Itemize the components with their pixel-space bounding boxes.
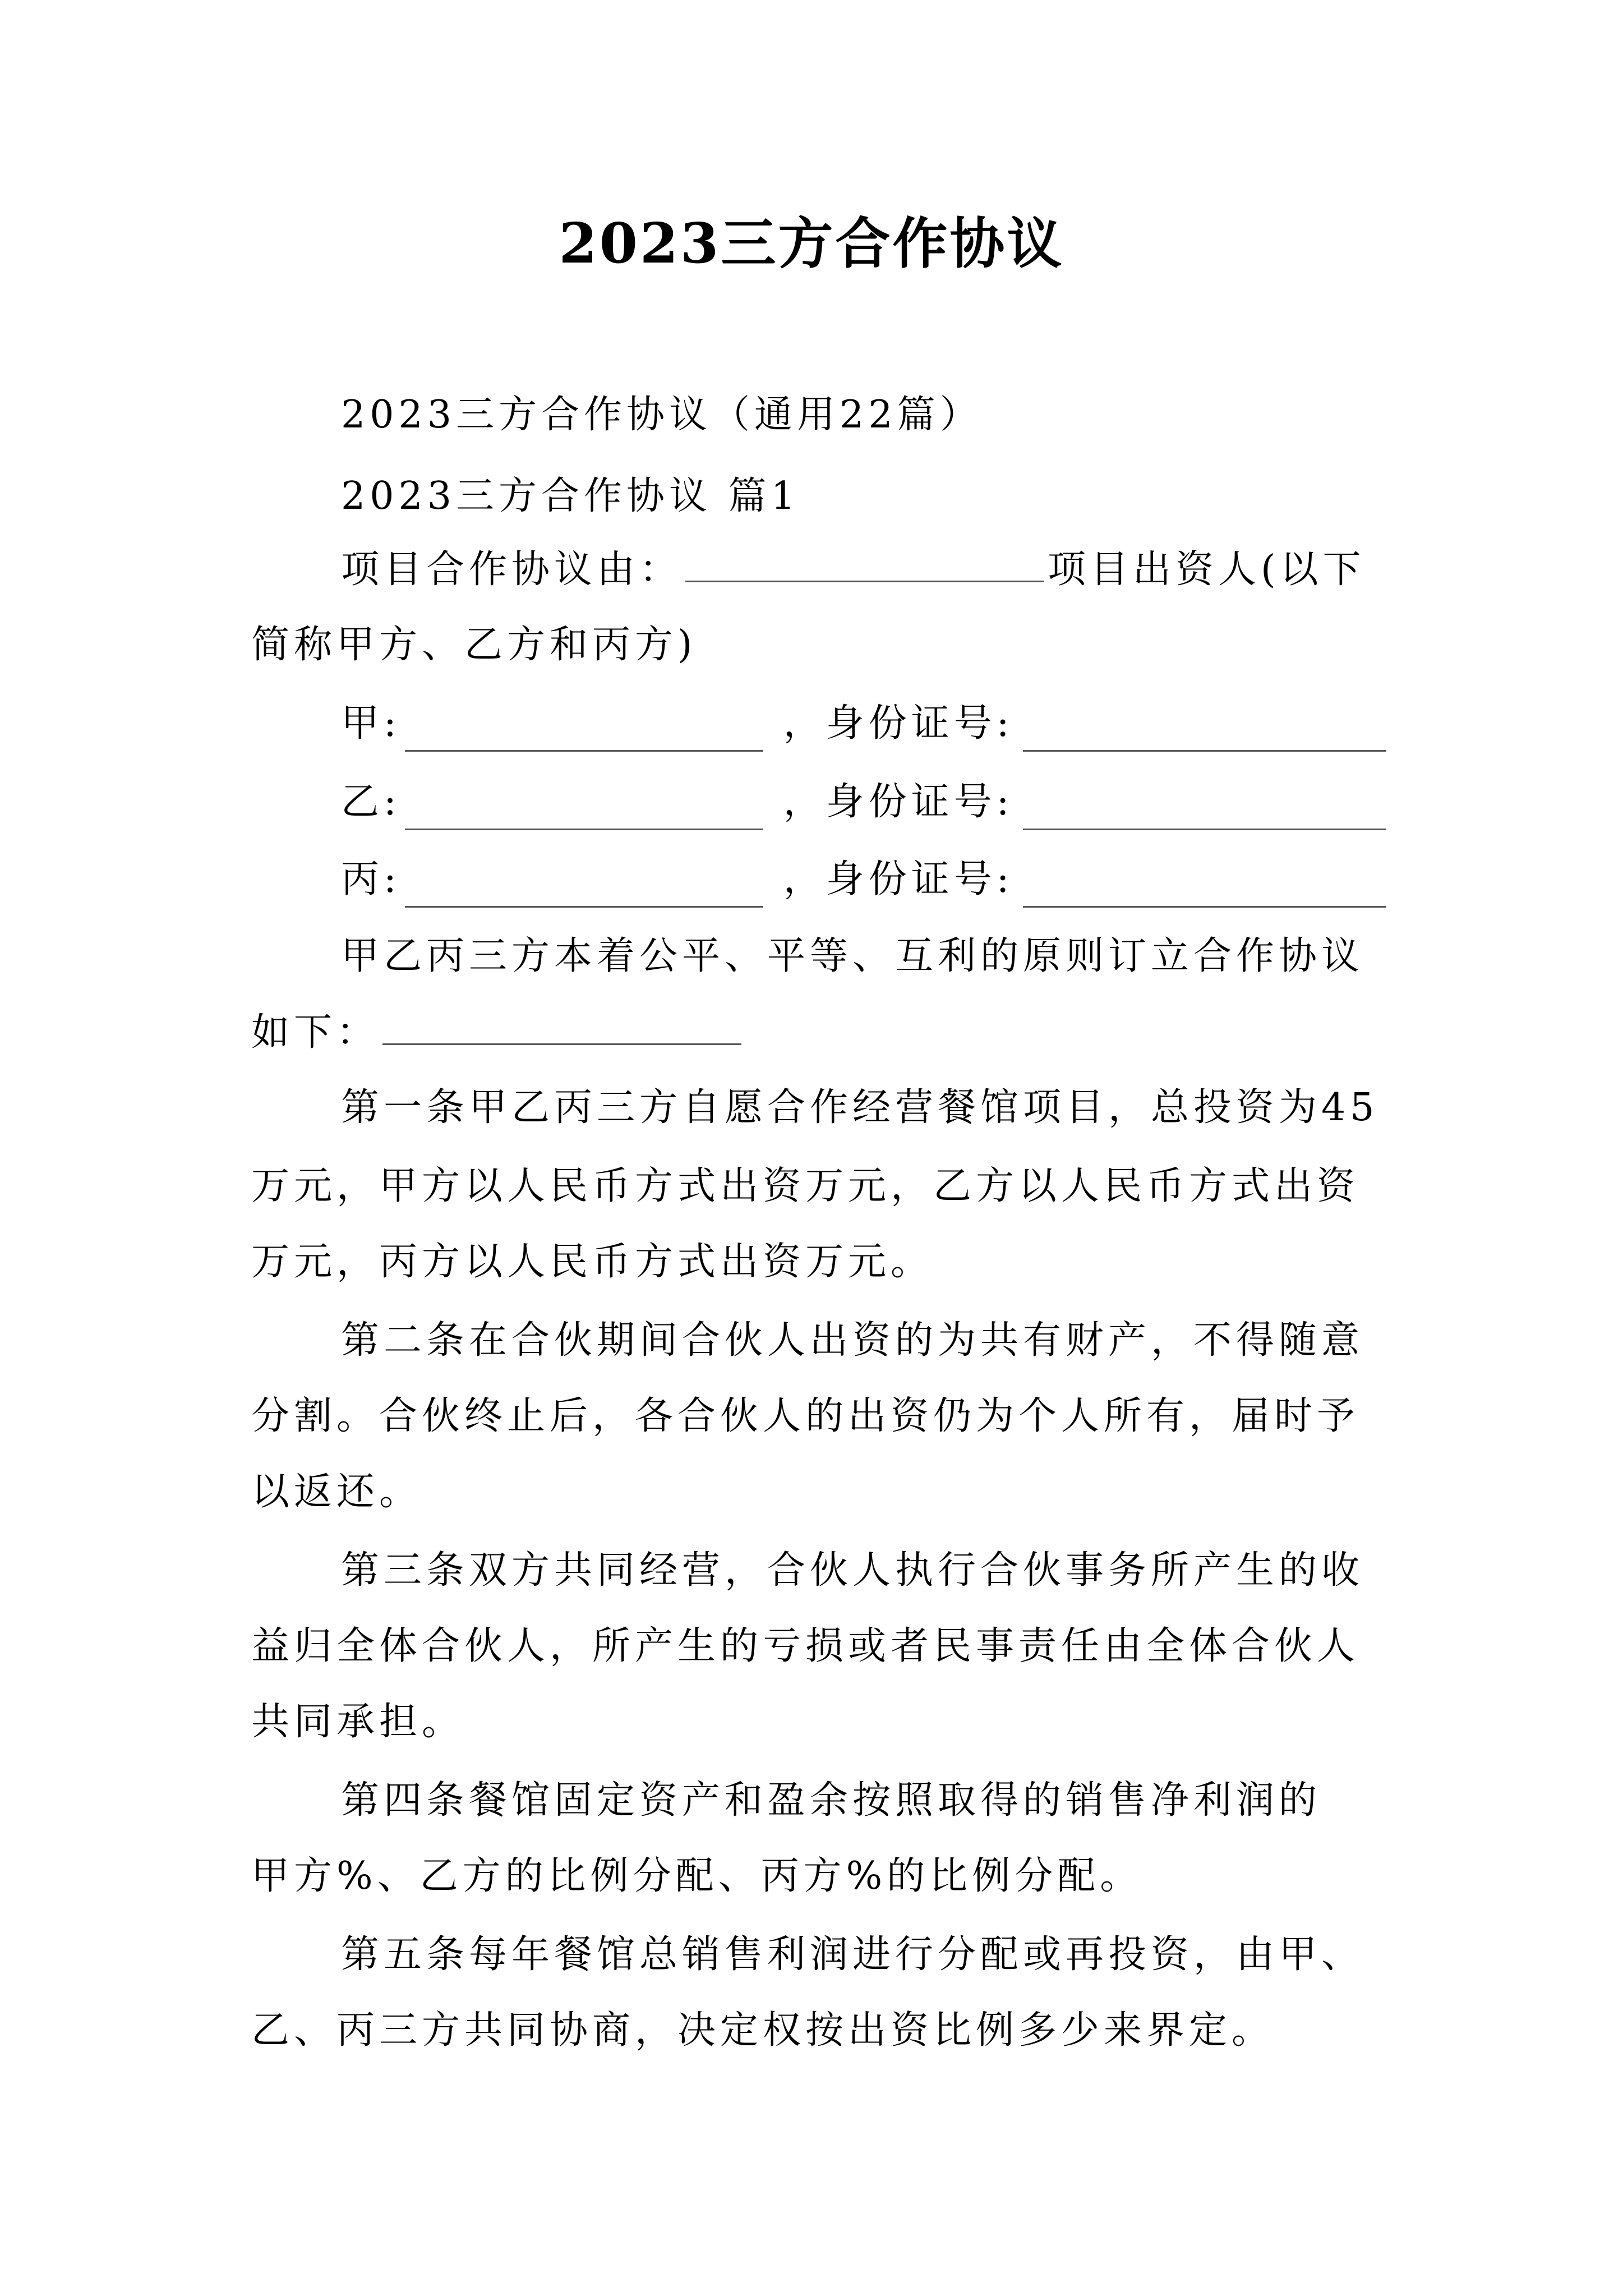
intro-line-1	[251, 541, 1390, 597]
principle-text-2: 如下：	[251, 1010, 380, 1055]
chapter-heading: 2023三方合作协议 篇1	[341, 474, 800, 518]
party-row-c	[251, 852, 1390, 908]
intro-text-2: 项目出资人(以下	[1048, 547, 1366, 592]
article1-line-1: 第一条甲乙丙三方自愿合作经营餐馆项目，总投资为45	[341, 1085, 1379, 1130]
article2-line-3: 以返还。	[251, 1470, 422, 1514]
agreement-blank	[382, 1004, 741, 1045]
article2-line-2: 分割。合伙终止后，各合伙人的出资仍为个人所有，届时予	[251, 1394, 1360, 1438]
article4-line-2: 甲方%、乙方的比例分配、丙方%的比例分配。	[251, 1854, 1143, 1898]
article2-line-1: 第二条在合伙期间合伙人出资的为共有财产，不得随意	[341, 1318, 1364, 1363]
party-c-id-blank	[1023, 867, 1386, 908]
document-subtitle: 2023三方合作协议（通用22篇）	[341, 393, 983, 437]
party-b-id-blank	[1023, 789, 1386, 830]
article5-line-2: 乙、丙三方共同协商，决定权按出资比例多少来界定。	[251, 2008, 1275, 2053]
article5-line-1: 第五条每年餐馆总销售利润进行分配或再投资，由甲、	[341, 1932, 1364, 1977]
article1-line-3: 万元，丙方以人民币方式出资万元。	[251, 1240, 934, 1284]
party-a-label: 甲:	[341, 701, 401, 746]
article1-line-2: 万元，甲方以人民币方式出资万元，乙方以人民币方式出资	[251, 1164, 1360, 1208]
principle-line-2	[251, 1004, 1390, 1060]
party-c-id-label: ，身份证号:	[783, 857, 1014, 901]
party-c-label: 丙:	[341, 857, 401, 901]
principle-line-1: 甲乙丙三方本着公平、平等、互利的原则订立合作协议	[341, 934, 1364, 978]
party-b-label: 乙:	[341, 780, 401, 824]
project-blank	[685, 541, 1044, 582]
party-b-id-label: ，身份证号:	[783, 780, 1014, 824]
article3-line-2: 益归全体合伙人，所产生的亏损或者民事责任由全体合伙人	[251, 1624, 1360, 1668]
document-title: 2023三方合作协议	[559, 211, 1064, 276]
party-b-name-blank	[405, 789, 763, 830]
party-c-name-blank	[405, 867, 763, 908]
party-a-id-label: ，身份证号:	[783, 701, 1014, 746]
article3-line-1: 第三条双方共同经营，合伙人执行合伙事务所产生的收	[341, 1548, 1364, 1593]
intro-line-2: 简称甲方、乙方和丙方)	[251, 623, 697, 667]
party-row-a	[251, 696, 1390, 752]
party-a-name-blank	[405, 711, 763, 752]
party-row-b	[251, 774, 1390, 830]
article3-line-3: 共同承担。	[251, 1700, 465, 1744]
intro-text-1: 项目合作协议由：	[341, 547, 683, 592]
article4-line-1: 第四条餐馆固定资产和盈余按照取得的销售净利润的	[341, 1778, 1322, 1823]
party-a-id-blank	[1023, 711, 1386, 752]
